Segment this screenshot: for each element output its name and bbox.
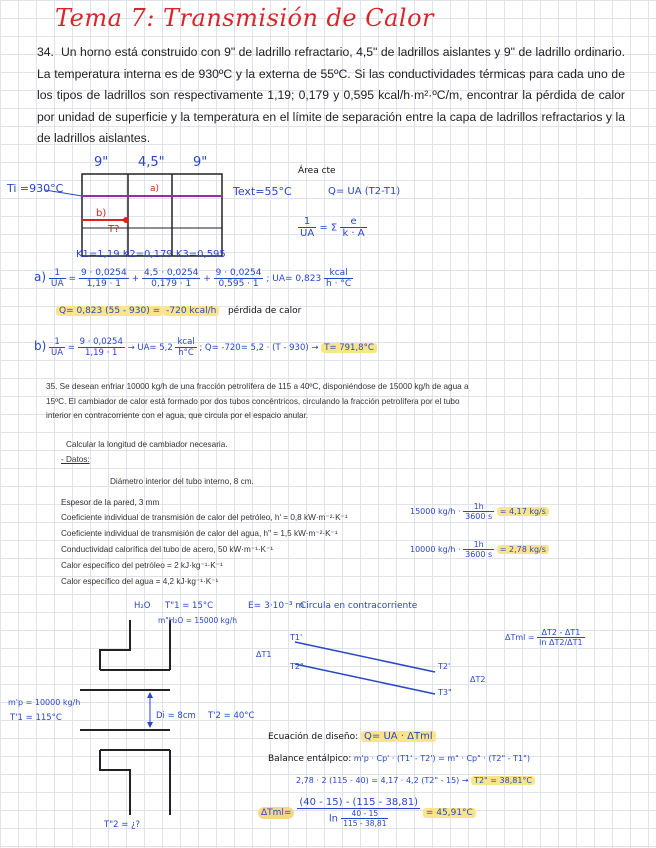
temp-inner: Ti =930°C: [7, 182, 64, 195]
sol-a-unit-d: h · °C: [326, 279, 352, 289]
path-b-label: b): [96, 208, 107, 219]
q-equation: Q= UA (T2-T1): [328, 186, 401, 197]
lmtd-def-d: ln ΔT2/ΔT1: [539, 638, 583, 647]
conductivities: K1=1,19 K2=0,179 K3=0,595: [76, 249, 226, 260]
lmtd-inner-d: 115 - 38,81: [343, 819, 387, 828]
problem-34-statement: [37, 42, 625, 150]
sol-a-t3-d: 0,595 · 1: [218, 279, 259, 289]
lmtd-denominator: [297, 809, 420, 828]
lmtd-definition: [505, 628, 585, 647]
sol-a-t3-n: 9 · 0,0254: [215, 268, 262, 278]
ua-eq-sum: = Σ: [319, 222, 338, 234]
dato-3: Coeficiente individual de transmisión de calor del petróleo, h' = 0,8 kW·m⁻²·K⁻¹: [61, 513, 348, 522]
width-2: 4,5": [138, 155, 165, 170]
balance-subst: 2,78 · 2 (115 - 40) = 4,17 · 4,2 (T2" - 15) →: [296, 776, 469, 785]
design-label: Ecuación de diseño:: [268, 732, 359, 742]
q-value: -720 kcal/h: [163, 306, 219, 316]
enthalpy-balance: [268, 754, 530, 764]
diameter-arrow-head-bottom: [147, 722, 153, 728]
page-title: Tema 7: Transmisión de Calor: [55, 4, 435, 32]
inner-diameter: Di = 8cm: [156, 711, 196, 721]
wall-thickness: E= 3·10⁻³ m: [248, 601, 305, 611]
conv-2-d: 3600 s: [465, 550, 493, 559]
conversion-oil: [410, 540, 549, 559]
problem-34-text: Un horno está construido con 9" de ladrillo refractario, 4,5" de ladrillos aislantes y 9" de ladrillo ordinario. La temperatura interna es de 930ºC y la externa de 55ºC. Si las conductividades térmicas para cada uno de los tipos de ladrillos son respectivamente 1,19; 0,179 y 0,595 kcal/h·m²·ºC/m, encontrar la pérdida de calor por unidad de superficie y la temperatura en el límite de separación entre la capa de ladrillos refractarios y la de ladrillos aislantes.: [37, 45, 625, 146]
lmtd-def-label: ΔTml =: [505, 633, 535, 642]
sol-b-label: b): [34, 339, 47, 353]
sol-a-t1-d: 1,19 · 1: [86, 279, 122, 289]
sol-a-ua: ; UA= 0,823: [266, 274, 322, 284]
sol-b-unit-n: kcal: [177, 337, 195, 347]
solution-34-a: a) $\frac{1}{UA}$ = $\frac{9 \cdot 0,0254}{1,19 \cdot 1}$ + $\frac{4,5 \cdot 0,0254}{0,179 \cdot 1}$ + $\frac{9 \cdot 0,0254}{0,595 \cdot 1}$ ; UA= 0,823 $\frac{\text{kcal}}{h \cdot ^\circ C}$: [34, 268, 352, 289]
diameter-arrow-head-top: [147, 692, 153, 698]
sol-b-t1-d: 1,19 · 1: [85, 348, 118, 358]
inlet-pipe-top: [100, 620, 130, 670]
dato-6: Calor específico del petróleo = 2 kJ·kg⁻¹·K⁻¹: [61, 561, 223, 570]
oil-inlet-temp: T'1 = 115°C: [10, 713, 62, 723]
ua-eq-frac-d: k · A: [342, 228, 365, 239]
conv-1-n: 1h: [463, 502, 494, 512]
lmtd-numerator: (40 - 15) - (115 - 38,81): [299, 797, 419, 808]
problem-35-statement: [46, 380, 486, 424]
ua-eq-frac-n: e: [340, 216, 366, 228]
delta-t1-label: ΔT1: [256, 650, 272, 659]
datos-label: - Datos:: [61, 455, 90, 464]
sol-b-temp: T= 791,8°C: [321, 343, 377, 353]
temp-outer: Text=55°C: [233, 185, 292, 198]
sol-b-ua: → UA= 5,2: [127, 343, 173, 353]
balance-eq: m'p · Cp' · (T1' - T2') = m" · Cp" · (T2" - T1"): [353, 754, 530, 763]
dato-5: Conductividad calorífica del tubo de acero, 50 kW·m⁻¹·K⁻¹: [61, 545, 274, 554]
dato-7: Calor específico del agua = 4,2 kJ·kg⁻¹·K⁻¹: [61, 577, 219, 586]
sol-a-t2-d: 0,179 · 1: [151, 279, 192, 289]
sol-a-t2-n: 4,5 · 0,0254: [144, 268, 199, 278]
ua-eq-lhs-d: UA: [300, 228, 315, 239]
conv-1-result: = 4,17 kg/s: [497, 507, 549, 516]
unknown-temp-label: T?: [108, 224, 120, 235]
oil-flow: m'p = 10000 kg/h: [8, 698, 81, 707]
t2-prime-label: T2': [438, 662, 451, 671]
sol-a-label: a): [34, 270, 47, 284]
sol-b-lhs-n: 1: [49, 337, 65, 348]
lmtd-label: ΔTml=: [258, 807, 294, 819]
outlet-pipe-bottom: [100, 750, 130, 815]
problem-34-number: 34.: [37, 45, 54, 59]
solution-34-b: b) $\frac{1}{UA}$ = $\frac{9 \cdot 0,0254}{1,19 \cdot 1}$ → UA= 5,2 $\frac{\text{kcal}}{h^\circ C}$ ; Q= -720= 5,2 · (T - 930) → T= 791,8°C: [34, 337, 377, 358]
flow-type: Circula en contracorriente: [300, 601, 418, 611]
oil-outlet-temp: T'2 = 40°C: [208, 711, 255, 721]
lmtd-calculation: [258, 797, 476, 828]
water-flow: m"H₂O = 15000 kg/h: [158, 616, 237, 625]
design-equation: [268, 731, 436, 742]
sol-b-t1-n: 9 · 0,0254: [79, 337, 123, 347]
design-eq: Q= UA · ΔTml: [361, 731, 436, 742]
heat-loss-line: [56, 306, 301, 316]
width-1: 9": [94, 155, 109, 170]
water-outlet-temp: T"2 = ¿?: [104, 820, 141, 830]
conv-2-lhs: 10000 kg/h ·: [410, 545, 461, 554]
problem-35-task: Calcular la longitud de cambiador necesaria.: [66, 440, 228, 449]
q-note: pérdida de calor: [227, 306, 302, 316]
ua-equation: [298, 216, 367, 239]
delta-t2-label: ΔT2: [470, 675, 486, 684]
conv-1-d: 3600 s: [465, 512, 493, 521]
sol-a-unit-n: kcal: [324, 268, 353, 279]
conv-2-result: = 2,78 kg/s: [497, 545, 549, 554]
water-inlet-temp: T"1 = 15°C: [165, 601, 214, 611]
t2-doubleprime-label: T2": [290, 662, 304, 671]
sol-a-lhs-n: 1: [49, 268, 66, 279]
t2-result: T2" = 38,81°C: [471, 776, 535, 785]
sol-a-lhs-d: UA: [50, 279, 64, 289]
width-3: 9": [193, 155, 208, 170]
conversion-water: [410, 502, 549, 521]
sol-b-q: ; Q= -720= 5,2 · (T - 930) →: [199, 343, 319, 353]
problem-35-text: Se desean enfriar 10000 kg/h de una fracción petrolífera de 115 a 40ºC, disponiéndose de 15000 kg/h de agua a 15ºC. El cambiador de calor está formado por dos tubos concéntricos, circulando la fracción petrolífera por el tubo interior en contracorriente con el agua, que circula por el espacio anular.: [46, 382, 469, 420]
oil-temp-line: [295, 642, 435, 672]
dato-1: Diámetro interior del tubo interno, 8 cm.: [110, 477, 254, 486]
interface-point: [123, 217, 129, 223]
path-a-label: a): [150, 184, 160, 194]
balance-label: Balance entálpico:: [268, 754, 352, 764]
sol-a-t1-n: 9 · 0,0254: [80, 268, 127, 278]
t3-doubleprime-label: T3": [438, 688, 452, 697]
problem-35-number: 35.: [46, 382, 58, 391]
conv-2-n: 1h: [463, 540, 494, 550]
lmtd-ln: ln: [328, 813, 339, 825]
lmtd-inner-n: 40 - 15: [341, 809, 388, 819]
sol-b-lhs-d: UA: [51, 348, 64, 358]
conv-1-lhs: 15000 kg/h ·: [410, 507, 461, 516]
balance-substitution: [296, 776, 535, 785]
area-note: Área cte: [298, 166, 336, 176]
ua-eq-lhs-n: 1: [298, 216, 316, 228]
dato-2: Espesor de la pared, 3 mm: [61, 498, 160, 507]
lmtd-def-n: ΔT2 - ΔT1: [537, 628, 584, 638]
sol-b-unit-d: h°C: [178, 348, 194, 358]
t1-prime-label: T1': [290, 633, 303, 642]
h2o-label: H₂O: [134, 601, 151, 611]
q-line: Q= 0,823 (55 - 930) =: [56, 306, 163, 316]
lmtd-result: = 45,91°C: [423, 808, 476, 818]
dato-4: Coeficiente individual de transmisión de calor del agua, h" = 1,5 kW·m⁻²·K⁻¹: [61, 529, 338, 538]
water-temp-line: [295, 664, 435, 694]
